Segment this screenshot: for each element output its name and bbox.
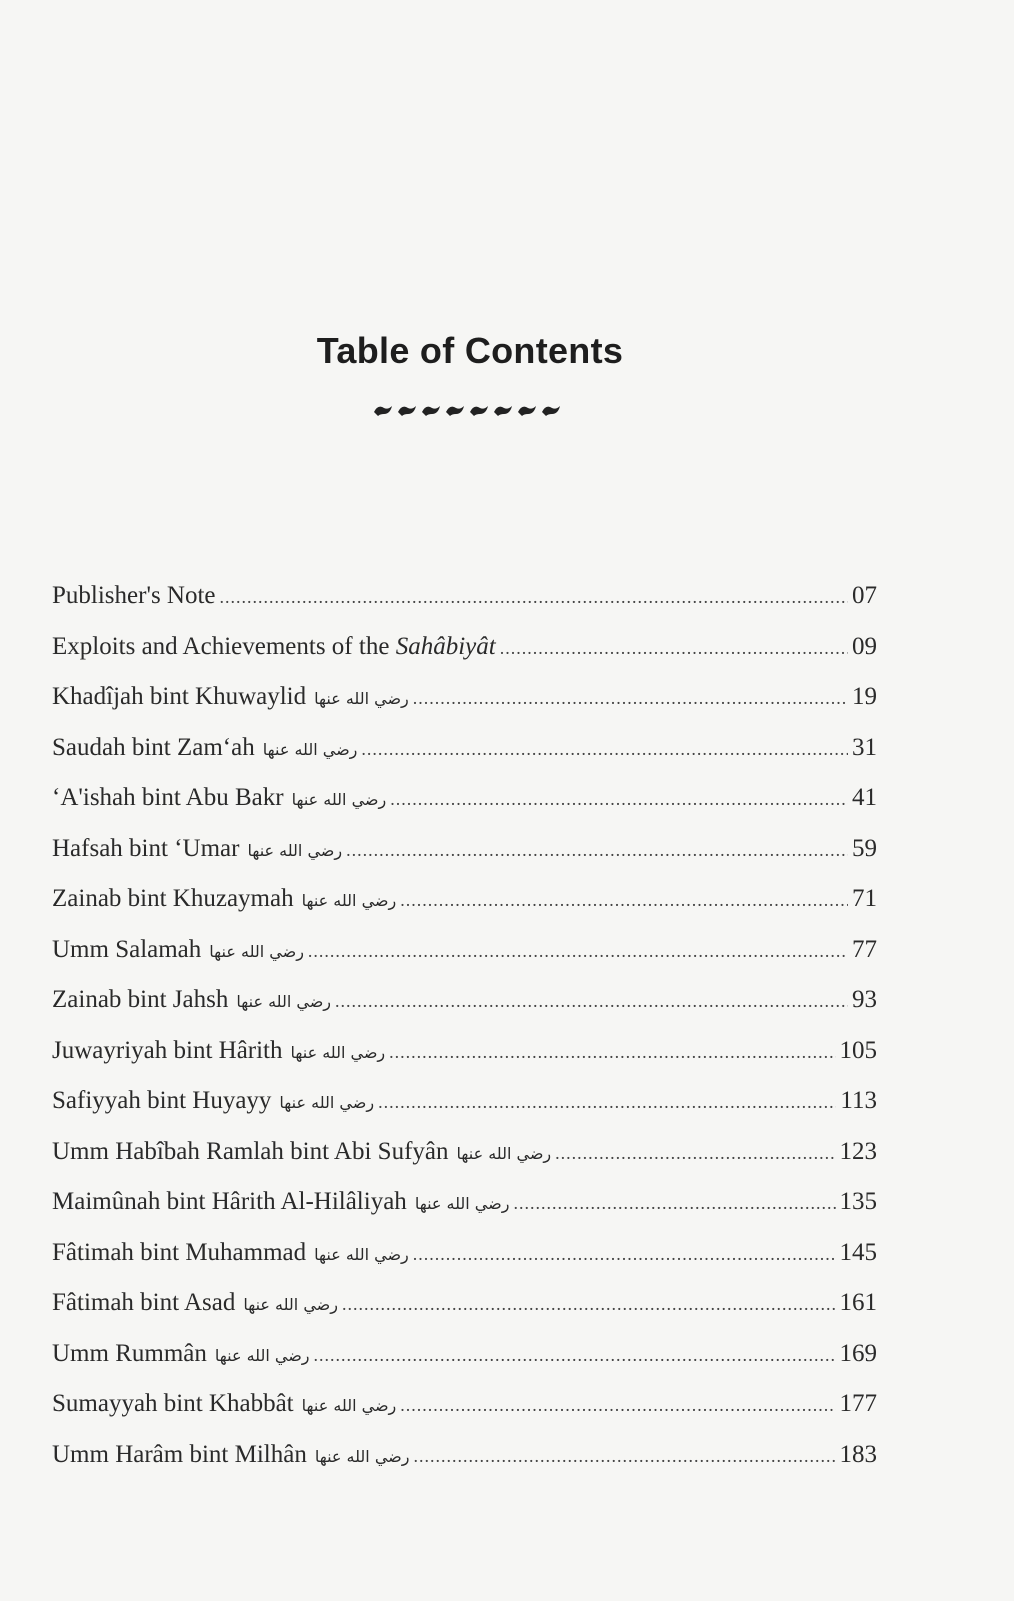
toc-entry-title-text: Exploits and Achievements of the	[52, 632, 396, 660]
toc-entry-page-number: 177	[839, 1390, 877, 1417]
dot-leader	[513, 1182, 835, 1224]
toc-entry-title	[52, 828, 239, 870]
toc-entry-page-number: 77	[852, 935, 877, 963]
dot-leader	[220, 576, 848, 618]
toc-entry-title-text: Fâtimah bint Muhammad	[52, 1238, 307, 1266]
toc-entry[interactable]	[52, 777, 877, 828]
ornament-icon	[370, 400, 570, 420]
toc-entry-page-number: 169	[839, 1339, 877, 1367]
toc-entry[interactable]	[52, 727, 877, 778]
dot-leader	[342, 1283, 836, 1325]
dot-leader	[413, 1435, 835, 1477]
toc-entry-title-text: Umm Salamah	[52, 935, 202, 963]
toc-entry-honorific: رضي الله عنها	[291, 790, 387, 809]
toc-entry-title	[52, 979, 228, 1021]
dot-leader	[389, 1031, 835, 1073]
toc-entry-page-number: 135	[839, 1188, 877, 1215]
toc-entry-honorific: رضي الله عنها	[236, 992, 331, 1011]
dot-leader	[361, 728, 848, 770]
toc-entry[interactable]	[52, 676, 877, 727]
toc-entry[interactable]	[52, 1383, 877, 1434]
toc-entry[interactable]	[52, 1080, 877, 1131]
toc-entry-title	[52, 1282, 235, 1324]
dot-leader	[335, 980, 848, 1022]
dot-leader	[390, 778, 848, 820]
toc-entry-page-number: 31	[852, 733, 877, 761]
table-of-contents	[52, 575, 877, 1484]
toc-entry[interactable]	[52, 979, 877, 1030]
toc-entry-title-text: Sumayyah bint Khabbât	[52, 1390, 294, 1417]
toc-entry-title-text: Safiyyah bint Huyayy	[52, 1087, 272, 1114]
toc-entry-page-number: 113	[840, 1087, 877, 1114]
toc-entry-title-text: Juwayriyah bint Hârith	[52, 1036, 283, 1064]
dot-leader	[555, 1132, 835, 1174]
toc-entry-honorific: رضي الله عنها	[301, 1396, 397, 1415]
dot-leader	[400, 879, 848, 921]
toc-entry-title	[52, 878, 294, 920]
toc-entry-title-text: Khadîjah bint Khuwaylid	[52, 683, 307, 710]
dot-leader	[314, 1334, 836, 1376]
toc-entry-honorific: رضي الله عنها	[314, 1446, 410, 1466]
toc-entry-title-text: Saudah bint Zam‘ah	[52, 733, 255, 761]
toc-entry-title	[52, 1232, 306, 1274]
toc-entry[interactable]	[52, 929, 877, 980]
toc-entry-page-number: 71	[852, 885, 877, 912]
toc-entry-title	[52, 1434, 307, 1476]
toc-entry-page-number: 59	[852, 834, 877, 862]
dot-leader	[500, 627, 848, 669]
toc-entry-title	[52, 676, 306, 718]
toc-entry-title	[52, 1131, 448, 1173]
dot-leader	[378, 1081, 836, 1123]
toc-entry-page-number: 93	[852, 986, 877, 1013]
toc-entry-honorific: رضي الله عنها	[456, 1143, 552, 1163]
toc-entry[interactable]	[52, 1333, 877, 1384]
toc-entry-honorific: رضي الله عنها	[209, 941, 304, 961]
toc-entry-title	[52, 575, 216, 617]
toc-entry-page-number: 145	[839, 1238, 877, 1266]
dot-leader	[308, 930, 848, 972]
toc-entry-title-text: Zainab bint Jahsh	[52, 986, 229, 1013]
dot-leader	[400, 1384, 835, 1426]
toc-entry-title-text: Umm Habîbah Ramlah bint Abi Sufyân	[52, 1137, 449, 1165]
toc-entry-title-text: Publisher's Note	[52, 582, 216, 609]
toc-entry-title-text: Umm Harâm bint Milhân	[52, 1440, 307, 1468]
toc-entry-page-number: 161	[839, 1289, 877, 1316]
toc-entry[interactable]	[52, 1282, 877, 1333]
toc-entry-title-text: Hafsah bint ‘Umar	[52, 834, 240, 862]
toc-entry-title	[52, 727, 255, 769]
toc-entry[interactable]	[52, 1131, 877, 1182]
toc-entry-honorific: رضي الله عنها	[314, 689, 409, 708]
toc-entry[interactable]	[52, 828, 877, 879]
toc-entry-honorific: رضي الله عنها	[314, 1244, 409, 1264]
toc-entry-title	[52, 1030, 283, 1072]
dot-leader	[346, 829, 848, 871]
toc-entry[interactable]	[52, 1232, 877, 1283]
toc-entry-title	[52, 626, 496, 668]
toc-entry-title-text: Zainab bint Khuzaymah	[52, 885, 294, 912]
toc-entry[interactable]	[52, 1181, 877, 1232]
toc-entry-page-number: 123	[839, 1137, 877, 1165]
toc-entry-title-text: ‘A'ishah bint Abu Bakr	[52, 784, 284, 811]
toc-entry-honorific: رضي الله عنها	[290, 1042, 386, 1062]
toc-entry-title	[52, 929, 201, 971]
toc-entry-honorific: رضي الله عنها	[214, 1345, 310, 1365]
toc-entry[interactable]	[52, 626, 877, 677]
dot-leader	[413, 677, 848, 719]
toc-entry[interactable]	[52, 878, 877, 929]
toc-entry-page-number: 09	[852, 632, 877, 660]
toc-entry-title	[52, 777, 284, 819]
dot-leader	[413, 1233, 836, 1275]
toc-entry[interactable]	[52, 575, 877, 626]
toc-entry-honorific: رضي الله عنها	[262, 739, 358, 759]
toc-entry-title	[52, 1181, 407, 1223]
toc-entry-title-italic: Sahâbiyât	[395, 632, 496, 660]
toc-entry-page-number: 183	[839, 1440, 877, 1468]
toc-entry-page-number: 41	[852, 784, 877, 811]
toc-entry-page-number: 105	[839, 1036, 877, 1064]
toc-entry-title-text: Fâtimah bint Asad	[52, 1289, 236, 1316]
toc-entry-honorific: رضي الله عنها	[301, 891, 397, 910]
toc-entry-honorific: رضي الله عنها	[243, 1295, 338, 1314]
ornament-divider	[0, 400, 940, 424]
toc-entry[interactable]	[52, 1434, 877, 1485]
toc-entry-title	[52, 1080, 271, 1122]
toc-entry-page-number: 19	[852, 683, 877, 710]
toc-entry-title-text: Maimûnah bint Hârith Al-Hilâliyah	[52, 1188, 407, 1215]
toc-entry-honorific: رضي الله عنها	[414, 1194, 510, 1213]
toc-entry-title	[52, 1383, 294, 1425]
toc-entry-honorific: رضي الله عنها	[247, 840, 343, 860]
toc-entry[interactable]	[52, 1030, 877, 1081]
toc-entry-page-number: 07	[852, 582, 877, 609]
toc-entry-title	[52, 1333, 207, 1375]
page-title: Table of Contents	[316, 330, 624, 371]
toc-entry-title-text: Umm Rummân	[52, 1339, 207, 1367]
toc-entry-honorific: رضي الله عنها	[279, 1093, 375, 1112]
